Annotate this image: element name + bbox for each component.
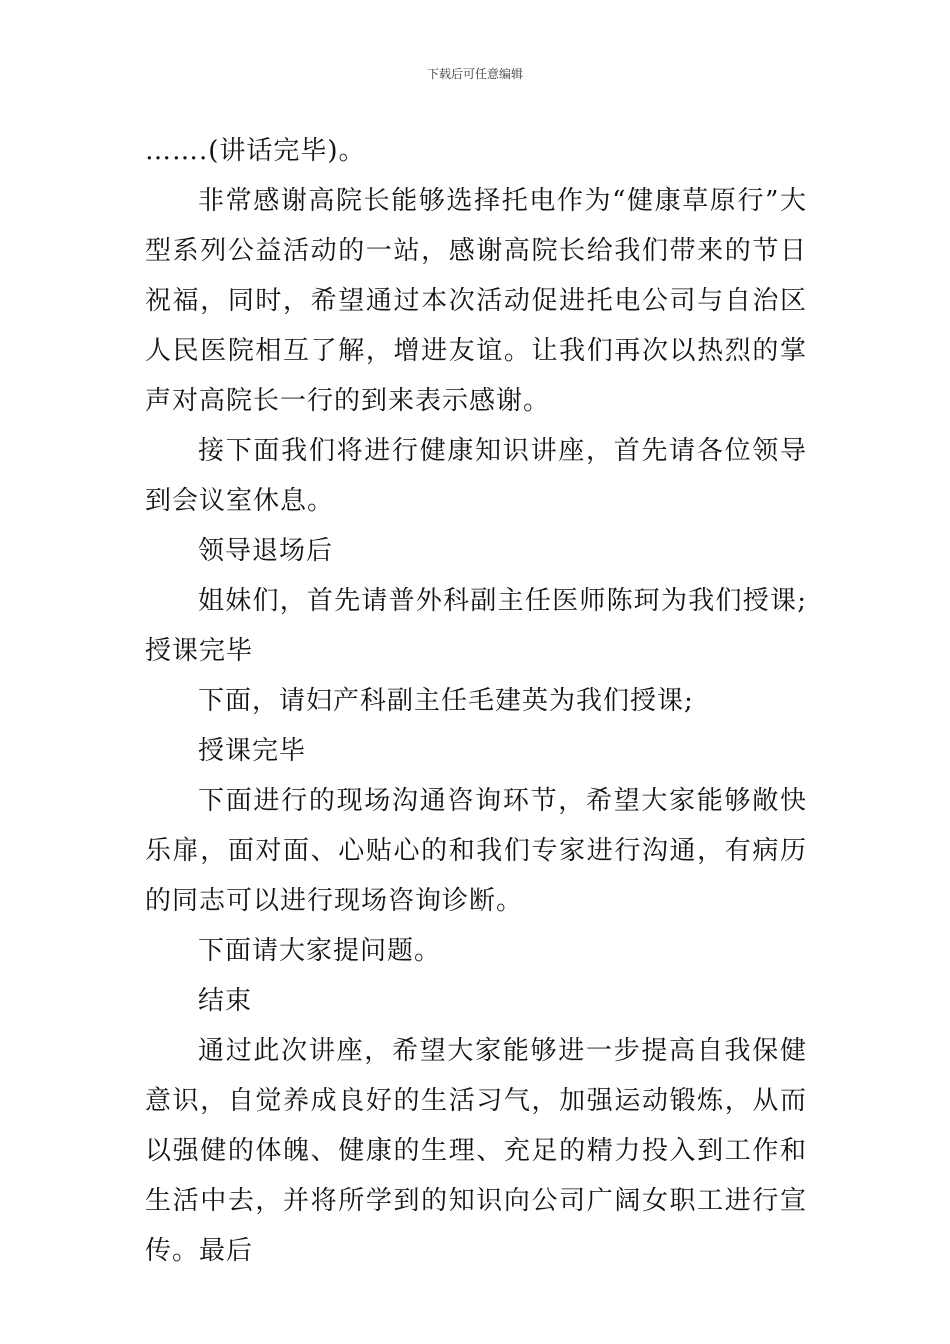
paragraph-questions: 下面请大家提问题。 [198, 936, 442, 966]
paragraph-lecture-end: 授课完毕 [198, 736, 307, 766]
paragraph-leaders-exit: 领导退场后 [198, 536, 334, 566]
paragraph-end: 结束 [198, 986, 253, 1016]
paragraph-closing: 通过此次讲座，希望大家能够进一步提高自我保健意识，自觉养成良好的生活习气，加强运动锻炼，从而以强健的体魄、健康的生理、充足的精力投入到工作和生活中去，并将所学到的知识向公司广阔女职工进行宣传。最后 [145, 1036, 807, 1266]
paragraph-consultation: 下面进行的现场沟通咨询环节，希望大家能够敞快乐扉，面对面、心贴心的和我们专家进行沟通，有病历的同志可以进行现场咨询诊断。 [145, 786, 807, 916]
paragraph-thanks: 非常感谢高院长能够选择托电作为“健康草原行”大型系列公益活动的一站，感谢高院长给我们带来的节日祝福，同时，希望通过本次活动促进托电公司与自治区人民医院相互了解，增进友谊。让我们再次以热烈的掌声对高院长一行的到来表示感谢。 [145, 186, 807, 416]
document-body [145, 126, 807, 1276]
paragraph-lecture-intro: 接下面我们将进行健康知识讲座，首先请各位领导到会议室休息。 [145, 436, 807, 516]
paragraph-second-lecture: 下面，请妇产科副主任毛建英为我们授课; [198, 686, 694, 716]
page-header-note: 下载后可任意编辑 [426, 67, 523, 81]
paragraph-speech-end: …….(讲话完毕)。 [145, 136, 366, 166]
paragraph-first-lecture: 姐妹们，首先请普外科副主任医师陈珂为我们授课;授课完毕 [145, 586, 807, 666]
